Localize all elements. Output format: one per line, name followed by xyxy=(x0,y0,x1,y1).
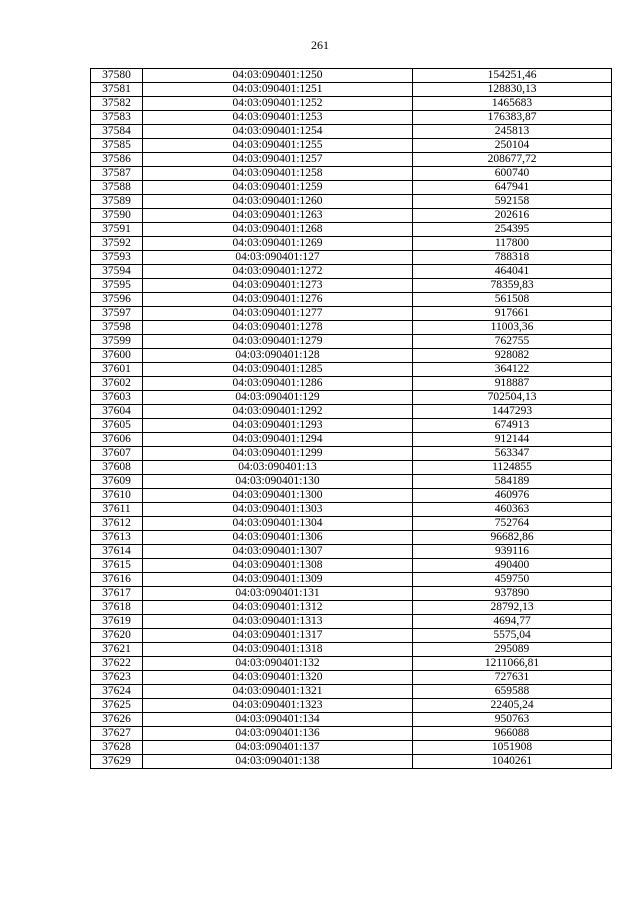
table-row xyxy=(91,615,612,629)
cadastral-number-cell: 04:03:090401:1300 xyxy=(143,489,413,503)
value-cell: 1051908 xyxy=(413,741,612,755)
cadastral-number-cell: 04:03:090401:1279 xyxy=(143,335,413,349)
row-number-cell: 37604 xyxy=(91,405,143,419)
table-row xyxy=(91,755,612,769)
cadastral-number-cell: 04:03:090401:1253 xyxy=(143,111,413,125)
cadastral-number-cell: 04:03:090401:1251 xyxy=(143,83,413,97)
row-number-cell: 37622 xyxy=(91,657,143,671)
value-cell: 11003,36 xyxy=(413,321,612,335)
table-row xyxy=(91,279,612,293)
table-row xyxy=(91,167,612,181)
value-cell: 459750 xyxy=(413,573,612,587)
cadastral-number-cell: 04:03:090401:1254 xyxy=(143,125,413,139)
value-cell: 1447293 xyxy=(413,405,612,419)
cadastral-number-cell: 04:03:090401:1321 xyxy=(143,685,413,699)
row-number-cell: 37584 xyxy=(91,125,143,139)
table-row xyxy=(91,363,612,377)
row-number-cell: 37614 xyxy=(91,545,143,559)
cadastral-number-cell: 04:03:090401:1318 xyxy=(143,643,413,657)
table-row xyxy=(91,447,612,461)
table-row xyxy=(91,111,612,125)
value-cell: 966088 xyxy=(413,727,612,741)
table-row xyxy=(91,643,612,657)
table-row xyxy=(91,545,612,559)
table-row xyxy=(91,139,612,153)
cadastral-number-cell: 04:03:090401:1309 xyxy=(143,573,413,587)
table-row xyxy=(91,69,612,83)
value-cell: 295089 xyxy=(413,643,612,657)
table-row xyxy=(91,671,612,685)
value-cell: 1124855 xyxy=(413,461,612,475)
value-cell: 78359,83 xyxy=(413,279,612,293)
value-cell: 912144 xyxy=(413,433,612,447)
table-row xyxy=(91,335,612,349)
table-row xyxy=(91,727,612,741)
cadastral-number-cell: 04:03:090401:1286 xyxy=(143,377,413,391)
table-row xyxy=(91,461,612,475)
value-cell: 752764 xyxy=(413,517,612,531)
cadastral-number-cell: 04:03:090401:1259 xyxy=(143,181,413,195)
cadastral-number-cell: 04:03:090401:1269 xyxy=(143,237,413,251)
cadastral-number-cell: 04:03:090401:1323 xyxy=(143,699,413,713)
row-number-cell: 37581 xyxy=(91,83,143,97)
row-number-cell: 37625 xyxy=(91,699,143,713)
registry-table xyxy=(90,68,612,769)
row-number-cell: 37586 xyxy=(91,153,143,167)
value-cell: 208677,72 xyxy=(413,153,612,167)
value-cell: 918887 xyxy=(413,377,612,391)
value-cell: 176383,87 xyxy=(413,111,612,125)
table-row xyxy=(91,391,612,405)
row-number-cell: 37616 xyxy=(91,573,143,587)
value-cell: 464041 xyxy=(413,265,612,279)
value-cell: 460976 xyxy=(413,489,612,503)
cadastral-number-cell: 04:03:090401:136 xyxy=(143,727,413,741)
cadastral-number-cell: 04:03:090401:1257 xyxy=(143,153,413,167)
value-cell: 917661 xyxy=(413,307,612,321)
cadastral-number-cell: 04:03:090401:1313 xyxy=(143,615,413,629)
row-number-cell: 37624 xyxy=(91,685,143,699)
table-row xyxy=(91,293,612,307)
table-row xyxy=(91,419,612,433)
row-number-cell: 37600 xyxy=(91,349,143,363)
value-cell: 939116 xyxy=(413,545,612,559)
value-cell: 1465683 xyxy=(413,97,612,111)
row-number-cell: 37607 xyxy=(91,447,143,461)
row-number-cell: 37589 xyxy=(91,195,143,209)
row-number-cell: 37613 xyxy=(91,531,143,545)
row-number-cell: 37596 xyxy=(91,293,143,307)
cadastral-number-cell: 04:03:090401:1278 xyxy=(143,321,413,335)
row-number-cell: 37627 xyxy=(91,727,143,741)
table-row xyxy=(91,125,612,139)
row-number-cell: 37599 xyxy=(91,335,143,349)
cadastral-number-cell: 04:03:090401:1260 xyxy=(143,195,413,209)
cadastral-number-cell: 04:03:090401:129 xyxy=(143,391,413,405)
value-cell: 250104 xyxy=(413,139,612,153)
row-number-cell: 37609 xyxy=(91,475,143,489)
cadastral-number-cell: 04:03:090401:134 xyxy=(143,713,413,727)
row-number-cell: 37606 xyxy=(91,433,143,447)
row-number-cell: 37602 xyxy=(91,377,143,391)
table-row xyxy=(91,307,612,321)
cadastral-number-cell: 04:03:090401:1307 xyxy=(143,545,413,559)
table-row xyxy=(91,531,612,545)
cadastral-number-cell: 04:03:090401:127 xyxy=(143,251,413,265)
row-number-cell: 37620 xyxy=(91,629,143,643)
row-number-cell: 37617 xyxy=(91,587,143,601)
cadastral-number-cell: 04:03:090401:1304 xyxy=(143,517,413,531)
cadastral-number-cell: 04:03:090401:1255 xyxy=(143,139,413,153)
value-cell: 584189 xyxy=(413,475,612,489)
row-number-cell: 37583 xyxy=(91,111,143,125)
table-row xyxy=(91,517,612,531)
row-number-cell: 37597 xyxy=(91,307,143,321)
table-row xyxy=(91,741,612,755)
row-number-cell: 37582 xyxy=(91,97,143,111)
table-row xyxy=(91,237,612,251)
table-row xyxy=(91,223,612,237)
cadastral-number-cell: 04:03:090401:1303 xyxy=(143,503,413,517)
value-cell: 561508 xyxy=(413,293,612,307)
value-cell: 563347 xyxy=(413,447,612,461)
row-number-cell: 37580 xyxy=(91,69,143,83)
row-number-cell: 37593 xyxy=(91,251,143,265)
cadastral-number-cell: 04:03:090401:130 xyxy=(143,475,413,489)
cadastral-number-cell: 04:03:090401:1320 xyxy=(143,671,413,685)
table-row xyxy=(91,265,612,279)
row-number-cell: 37588 xyxy=(91,181,143,195)
value-cell: 5575,04 xyxy=(413,629,612,643)
value-cell: 659588 xyxy=(413,685,612,699)
row-number-cell: 37603 xyxy=(91,391,143,405)
value-cell: 788318 xyxy=(413,251,612,265)
cadastral-number-cell: 04:03:090401:137 xyxy=(143,741,413,755)
cadastral-number-cell: 04:03:090401:1294 xyxy=(143,433,413,447)
cadastral-number-cell: 04:03:090401:1299 xyxy=(143,447,413,461)
table-row xyxy=(91,377,612,391)
row-number-cell: 37595 xyxy=(91,279,143,293)
table-row xyxy=(91,251,612,265)
table-row xyxy=(91,573,612,587)
value-cell: 96682,86 xyxy=(413,531,612,545)
cadastral-number-cell: 04:03:090401:138 xyxy=(143,755,413,769)
value-cell: 490400 xyxy=(413,559,612,573)
row-number-cell: 37628 xyxy=(91,741,143,755)
cadastral-number-cell: 04:03:090401:1285 xyxy=(143,363,413,377)
value-cell: 117800 xyxy=(413,237,612,251)
value-cell: 245813 xyxy=(413,125,612,139)
table-row xyxy=(91,559,612,573)
row-number-cell: 37612 xyxy=(91,517,143,531)
cadastral-number-cell: 04:03:090401:1268 xyxy=(143,223,413,237)
table-row xyxy=(91,349,612,363)
cadastral-number-cell: 04:03:090401:1312 xyxy=(143,601,413,615)
value-cell: 762755 xyxy=(413,335,612,349)
row-number-cell: 37590 xyxy=(91,209,143,223)
cadastral-number-cell: 04:03:090401:1250 xyxy=(143,69,413,83)
value-cell: 592158 xyxy=(413,195,612,209)
cadastral-number-cell: 04:03:090401:1272 xyxy=(143,265,413,279)
row-number-cell: 37610 xyxy=(91,489,143,503)
cadastral-number-cell: 04:03:090401:1273 xyxy=(143,279,413,293)
row-number-cell: 37598 xyxy=(91,321,143,335)
table-row xyxy=(91,601,612,615)
value-cell: 928082 xyxy=(413,349,612,363)
table-row xyxy=(91,195,612,209)
value-cell: 364122 xyxy=(413,363,612,377)
page-number: 261 xyxy=(311,38,329,52)
cadastral-number-cell: 04:03:090401:1293 xyxy=(143,419,413,433)
table-row xyxy=(91,699,612,713)
value-cell: 460363 xyxy=(413,503,612,517)
cadastral-number-cell: 04:03:090401:1292 xyxy=(143,405,413,419)
row-number-cell: 37618 xyxy=(91,601,143,615)
value-cell: 22405,24 xyxy=(413,699,612,713)
row-number-cell: 37611 xyxy=(91,503,143,517)
table-row xyxy=(91,321,612,335)
cadastral-number-cell: 04:03:090401:1308 xyxy=(143,559,413,573)
row-number-cell: 37591 xyxy=(91,223,143,237)
table-row xyxy=(91,713,612,727)
value-cell: 600740 xyxy=(413,167,612,181)
cadastral-number-cell: 04:03:090401:132 xyxy=(143,657,413,671)
table-row xyxy=(91,489,612,503)
table-row xyxy=(91,181,612,195)
row-number-cell: 37605 xyxy=(91,419,143,433)
table-row xyxy=(91,657,612,671)
cadastral-number-cell: 04:03:090401:13 xyxy=(143,461,413,475)
table-row xyxy=(91,629,612,643)
row-number-cell: 37615 xyxy=(91,559,143,573)
value-cell: 950763 xyxy=(413,713,612,727)
row-number-cell: 37621 xyxy=(91,643,143,657)
row-number-cell: 37587 xyxy=(91,167,143,181)
cadastral-number-cell: 04:03:090401:1258 xyxy=(143,167,413,181)
value-cell: 4694,77 xyxy=(413,615,612,629)
row-number-cell: 37629 xyxy=(91,755,143,769)
table-row xyxy=(91,475,612,489)
table-row xyxy=(91,685,612,699)
row-number-cell: 37585 xyxy=(91,139,143,153)
cadastral-number-cell: 04:03:090401:1252 xyxy=(143,97,413,111)
row-number-cell: 37626 xyxy=(91,713,143,727)
registry-table-body xyxy=(91,69,612,769)
table-row xyxy=(91,153,612,167)
cadastral-number-cell: 04:03:090401:1276 xyxy=(143,293,413,307)
cadastral-number-cell: 04:03:090401:1277 xyxy=(143,307,413,321)
value-cell: 128830,13 xyxy=(413,83,612,97)
value-cell: 727631 xyxy=(413,671,612,685)
value-cell: 674913 xyxy=(413,419,612,433)
value-cell: 254395 xyxy=(413,223,612,237)
cadastral-number-cell: 04:03:090401:1317 xyxy=(143,629,413,643)
table-row xyxy=(91,587,612,601)
table-row xyxy=(91,83,612,97)
value-cell: 937890 xyxy=(413,587,612,601)
table-row xyxy=(91,503,612,517)
row-number-cell: 37592 xyxy=(91,237,143,251)
value-cell: 647941 xyxy=(413,181,612,195)
value-cell: 202616 xyxy=(413,209,612,223)
table-row xyxy=(91,97,612,111)
value-cell: 1211066,81 xyxy=(413,657,612,671)
row-number-cell: 37623 xyxy=(91,671,143,685)
value-cell: 1040261 xyxy=(413,755,612,769)
row-number-cell: 37594 xyxy=(91,265,143,279)
table-row xyxy=(91,433,612,447)
value-cell: 702504,13 xyxy=(413,391,612,405)
cadastral-number-cell: 04:03:090401:1263 xyxy=(143,209,413,223)
cadastral-number-cell: 04:03:090401:128 xyxy=(143,349,413,363)
row-number-cell: 37608 xyxy=(91,461,143,475)
table-row xyxy=(91,405,612,419)
cadastral-number-cell: 04:03:090401:131 xyxy=(143,587,413,601)
value-cell: 28792,13 xyxy=(413,601,612,615)
value-cell: 154251,46 xyxy=(413,69,612,83)
cadastral-number-cell: 04:03:090401:1306 xyxy=(143,531,413,545)
row-number-cell: 37601 xyxy=(91,363,143,377)
table-row xyxy=(91,209,612,223)
row-number-cell: 37619 xyxy=(91,615,143,629)
